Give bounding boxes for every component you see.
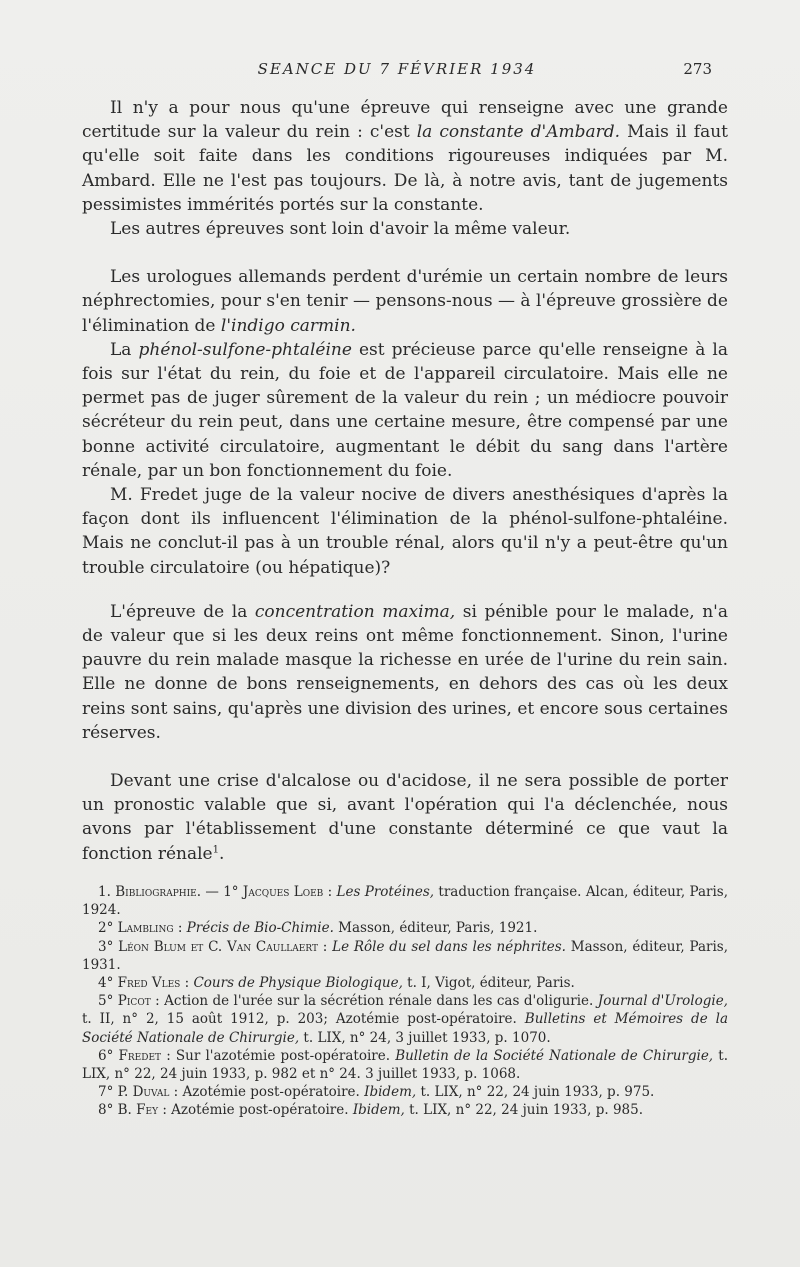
paragraph-fredet: M. Fredet juge de la valeur nocive de divers anesthésiques d'après la façon dont ils influencent l'élimination de la phénol-sulfone-phtaléine. Mais ne conclut-il pas à un trouble rénal, alors qu'il n'y a peut-être qu'un trouble circulatoire (ou hépatique)? (82, 485, 728, 578)
paragraph-alcalose: Devant une crise d'alcalose ou d'acidose, il ne sera possible de porter un pronostic valable que si, avant l'opération qui l'a déclenchée, nous avons par l'établissement d'une constante déterminé ce que vaut la fonction rénale$^1$. (82, 771, 728, 864)
emphasis-text: l'indigo carmin. (220, 315, 356, 336)
emphasis-text: concentration maxima, (254, 601, 456, 622)
paragraph-concentration: L'épreuve de la concentration maxima, si pénible pour le malade, n'a de valeur que si les deux reins ont même fonctionnement. Sinon, l'urine pauvre du rein malade masque la richesse en urée de l'urine du rein sain. Elle ne donne de bons renseignements, en dehors des cas où les deux reins sont sains, qu'après une division des urines, et encore sous certaines réserves. (82, 601, 728, 743)
footnote-6: 6° Fredet : Sur l'azotémie post-opératoire. Bulletin de la Société Nationale de Chirurgie, t. LIX, n° 22, 24 juin 1933, p. 982 et n° 24. 3 juillet 1933, p. 1068. (82, 1047, 728, 1083)
footnote-3: 3° Léon Blum et C. Van Caullaert : Le Rôle du sel dans les néphrites. Masson, éditeur, Paris, 1931. (82, 938, 729, 973)
footnote-5: 5° Picot : Action de l'urée sur la sécrétion rénale dans les cas d'oligurie. Journal d'Urologie, t. II, n° 2, 15 août 1912, p. 203; Azotémie post-opératoire. Bulletins et Mémoires de la Société Nationale de Chirurgie, t. LIX, n° 24, 3 juillet 1933, p. 1070. (82, 993, 728, 1046)
footnote-4: 4° Fred Vles : Cours de Physique Biologique, t. I, Vigot, éditeur, Paris. (98, 975, 575, 992)
paragraph-phenol: La phénol-sulfone-phtaléine est précieuse parce qu'elle renseigne à la fois sur l'état du rein, du foie et de l'appareil circulatoire. Mais elle ne permet pas de juger sûrement de la valeur du rein ; un médiocre pouvoir sécréteur du rein peut, dans une certaine mesure, être compensé par une bonne activité circulatoire, augmentant le débit du sang dans l'artère rénale, par un bon fonctionnement du foie. (82, 339, 728, 481)
paragraph-other-tests: Les autres épreuves sont loin d'avoir la même valeur. (110, 219, 571, 240)
body-text (82, 96, 728, 866)
footnote-ref: 1 (212, 844, 219, 856)
page-number: 273 (683, 60, 712, 78)
footnote-7: 7° P. Duval : Azotémie post-opératoire. Ibidem, t. LIX, n° 22, 24 juin 1933, p. 975. (98, 1084, 655, 1101)
footnote-8: 8° B. Fey : Azotémie post-opératoire. Ibidem, t. LIX, n° 22, 24 juin 1933, p. 985. (98, 1102, 644, 1119)
paragraph-indigo: Les urologues allemands perdent d'urémie un certain nombre de leurs néphrectomies, pour s'en tenir — pensons-nous — à l'épreuve grossière de l'élimination de l'indigo carmin. (82, 267, 728, 336)
footnote-1: 1. Bibliographie. — 1° Jacques Loeb : Les Protéines, traduction française. Alcan, éditeur, Paris, 1924. (82, 884, 728, 919)
running-title: SEANCE DU 7 FÉVRIER 1934 (257, 60, 537, 78)
page-header (82, 60, 712, 84)
footnote-2: 2° Lambling : Précis de Bio-Chimie. Masson, éditeur, Paris, 1921. (98, 920, 538, 937)
emphasis-text: phénol-sulfone-phtaléine (138, 339, 352, 360)
footnotes (82, 883, 728, 1120)
paragraph-ambard: Il n'y a pour nous qu'une épreuve qui renseigne avec une grande certitude sur la valeur du rein : c'est la constante d'Ambard. Mais il faut qu'elle soit faite dans les conditions rigoureuses indiquées par M. Ambard. Elle ne l'est pas toujours. De là, à notre avis, tant de jugements pessimistes immérités portés sur la constante. (82, 98, 729, 215)
emphasis-text: la constante d'Ambard. (416, 122, 621, 143)
